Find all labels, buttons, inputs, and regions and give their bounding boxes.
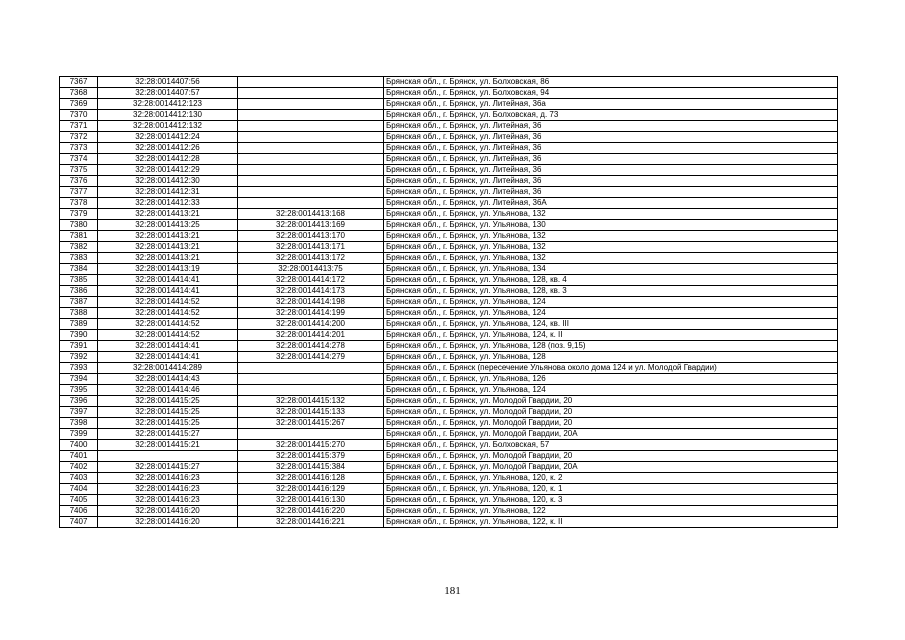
table-row xyxy=(60,286,838,297)
address-cell: Брянская обл., г. Брянск, ул. Ульянова, 130 xyxy=(384,220,838,231)
object-cadastral-number-cell: 32:28:0014414:201 xyxy=(238,330,384,341)
cadastral-number-cell: 32:28:0014413:25 xyxy=(98,220,238,231)
address-cell: Брянская обл., г. Брянск, ул. Ульянова, 124, к. II xyxy=(384,330,838,341)
address-cell: Брянская обл., г. Брянск, ул. Ульянова, 128 (поз. 9,15) xyxy=(384,341,838,352)
address-cell: Брянская обл., г. Брянск, ул. Ульянова, 120, к. 2 xyxy=(384,473,838,484)
address-cell: Брянская обл., г. Брянск, ул. Литейная, 36 xyxy=(384,187,838,198)
address-cell: Брянская обл., г. Брянск, ул. Литейная, 36А xyxy=(384,198,838,209)
row-number-cell: 7389 xyxy=(60,319,98,330)
object-cadastral-number-cell: 32:28:0014415:384 xyxy=(238,462,384,473)
row-number-cell: 7369 xyxy=(60,99,98,110)
object-cadastral-number-cell: 32:28:0014413:171 xyxy=(238,242,384,253)
address-cell: Брянская обл., г. Брянск, ул. Ульянова, 132 xyxy=(384,209,838,220)
cadastral-number-cell: 32:28:0014414:46 xyxy=(98,385,238,396)
object-cadastral-number-cell: 32:28:0014413:169 xyxy=(238,220,384,231)
cadastral-number-cell: 32:28:0014407:57 xyxy=(98,88,238,99)
object-cadastral-number-cell xyxy=(238,363,384,374)
table-row xyxy=(60,154,838,165)
row-number-cell: 7387 xyxy=(60,297,98,308)
cadastral-number-cell: 32:28:0014416:23 xyxy=(98,473,238,484)
table-row xyxy=(60,308,838,319)
row-number-cell: 7376 xyxy=(60,176,98,187)
object-cadastral-number-cell: 32:28:0014416:221 xyxy=(238,517,384,528)
object-cadastral-number-cell xyxy=(238,121,384,132)
address-cell: Брянская обл., г. Брянск (пересечение Ульянова около дома 124 и ул. Молодой Гвардии) xyxy=(384,363,838,374)
table-row xyxy=(60,352,838,363)
row-number-cell: 7377 xyxy=(60,187,98,198)
address-cell: Брянская обл., г. Брянск, ул. Ульянова, 132 xyxy=(384,253,838,264)
address-cell: Брянская обл., г. Брянск, ул. Молодой Гвардии, 20 xyxy=(384,418,838,429)
table-row xyxy=(60,484,838,495)
object-cadastral-number-cell: 32:28:0014416:220 xyxy=(238,506,384,517)
table-row xyxy=(60,99,838,110)
address-cell: Брянская обл., г. Брянск, ул. Молодой Гвардии, 20 xyxy=(384,396,838,407)
table-row xyxy=(60,165,838,176)
object-cadastral-number-cell xyxy=(238,110,384,121)
table-row xyxy=(60,242,838,253)
address-cell: Брянская обл., г. Брянск, ул. Ульянова, 132 xyxy=(384,242,838,253)
registry-table-body xyxy=(60,77,838,528)
address-cell: Брянская обл., г. Брянск, ул. Болховская, 57 xyxy=(384,440,838,451)
object-cadastral-number-cell xyxy=(238,374,384,385)
cadastral-number-cell: 32:28:0014413:19 xyxy=(98,264,238,275)
cadastral-number-cell: 32:28:0014414:289 xyxy=(98,363,238,374)
table-row xyxy=(60,121,838,132)
cadastral-number-cell: 32:28:0014407:56 xyxy=(98,77,238,88)
address-cell: Брянская обл., г. Брянск, ул. Ульянова, 124 xyxy=(384,297,838,308)
table-row xyxy=(60,495,838,506)
object-cadastral-number-cell xyxy=(238,198,384,209)
address-cell: Брянская обл., г. Брянск, ул. Литейная, 36 xyxy=(384,121,838,132)
row-number-cell: 7400 xyxy=(60,440,98,451)
cadastral-number-cell: 32:28:0014413:21 xyxy=(98,253,238,264)
address-cell: Брянская обл., г. Брянск, ул. Литейная, 36 xyxy=(384,132,838,143)
object-cadastral-number-cell: 32:28:0014414:199 xyxy=(238,308,384,319)
table-row xyxy=(60,407,838,418)
object-cadastral-number-cell xyxy=(238,176,384,187)
row-number-cell: 7382 xyxy=(60,242,98,253)
object-cadastral-number-cell: 32:28:0014413:75 xyxy=(238,264,384,275)
cadastral-number-cell: 32:28:0014416:20 xyxy=(98,517,238,528)
address-cell: Брянская обл., г. Брянск, ул. Ульянова, 128 xyxy=(384,352,838,363)
cadastral-number-cell: 32:28:0014415:27 xyxy=(98,462,238,473)
cadastral-number-cell: 32:28:0014416:23 xyxy=(98,495,238,506)
object-cadastral-number-cell: 32:28:0014415:270 xyxy=(238,440,384,451)
address-cell: Брянская обл., г. Брянск, ул. Литейная, 36 xyxy=(384,143,838,154)
table-row xyxy=(60,253,838,264)
row-number-cell: 7370 xyxy=(60,110,98,121)
table-row xyxy=(60,176,838,187)
cadastral-number-cell: 32:28:0014413:21 xyxy=(98,209,238,220)
object-cadastral-number-cell: 32:28:0014416:130 xyxy=(238,495,384,506)
object-cadastral-number-cell xyxy=(238,187,384,198)
row-number-cell: 7379 xyxy=(60,209,98,220)
cadastral-number-cell: 32:28:0014414:52 xyxy=(98,319,238,330)
object-cadastral-number-cell xyxy=(238,154,384,165)
table-row xyxy=(60,418,838,429)
cadastral-number-cell: 32:28:0014414:43 xyxy=(98,374,238,385)
table-row xyxy=(60,231,838,242)
row-number-cell: 7385 xyxy=(60,275,98,286)
cadastral-number-cell: 32:28:0014415:25 xyxy=(98,396,238,407)
table-row xyxy=(60,198,838,209)
address-cell: Брянская обл., г. Брянск, ул. Ульянова, 134 xyxy=(384,264,838,275)
table-row xyxy=(60,209,838,220)
cadastral-number-cell xyxy=(98,451,238,462)
cadastral-number-cell: 32:28:0014412:31 xyxy=(98,187,238,198)
row-number-cell: 7407 xyxy=(60,517,98,528)
table-row xyxy=(60,341,838,352)
cadastral-number-cell: 32:28:0014414:52 xyxy=(98,308,238,319)
table-row xyxy=(60,396,838,407)
row-number-cell: 7372 xyxy=(60,132,98,143)
cadastral-number-cell: 32:28:0014412:30 xyxy=(98,176,238,187)
row-number-cell: 7398 xyxy=(60,418,98,429)
address-cell: Брянская обл., г. Брянск, ул. Литейная, 36 xyxy=(384,176,838,187)
object-cadastral-number-cell: 32:28:0014414:198 xyxy=(238,297,384,308)
object-cadastral-number-cell: 32:28:0014414:279 xyxy=(238,352,384,363)
object-cadastral-number-cell: 32:28:0014415:133 xyxy=(238,407,384,418)
row-number-cell: 7394 xyxy=(60,374,98,385)
table-row xyxy=(60,363,838,374)
address-cell: Брянская обл., г. Брянск, ул. Болховская, д. 73 xyxy=(384,110,838,121)
cadastral-number-cell: 32:28:0014415:25 xyxy=(98,418,238,429)
object-cadastral-number-cell: 32:28:0014415:132 xyxy=(238,396,384,407)
cadastral-number-cell: 32:28:0014414:41 xyxy=(98,275,238,286)
row-number-cell: 7393 xyxy=(60,363,98,374)
cadastral-number-cell: 32:28:0014415:21 xyxy=(98,440,238,451)
table-row xyxy=(60,473,838,484)
cadastral-number-cell: 32:28:0014412:33 xyxy=(98,198,238,209)
cadastral-number-cell: 32:28:0014415:25 xyxy=(98,407,238,418)
cadastral-number-cell: 32:28:0014416:20 xyxy=(98,506,238,517)
cadastral-number-cell: 32:28:0014412:28 xyxy=(98,154,238,165)
row-number-cell: 7395 xyxy=(60,385,98,396)
cadastral-number-cell: 32:28:0014414:41 xyxy=(98,341,238,352)
table-row xyxy=(60,330,838,341)
table-row xyxy=(60,297,838,308)
cadastral-number-cell: 32:28:0014414:52 xyxy=(98,297,238,308)
table-row xyxy=(60,132,838,143)
row-number-cell: 7405 xyxy=(60,495,98,506)
row-number-cell: 7403 xyxy=(60,473,98,484)
address-cell: Брянская обл., г. Брянск, ул. Молодой Гвардии, 20 xyxy=(384,407,838,418)
row-number-cell: 7396 xyxy=(60,396,98,407)
table-row xyxy=(60,264,838,275)
table-row xyxy=(60,506,838,517)
cadastral-number-cell: 32:28:0014413:21 xyxy=(98,231,238,242)
object-cadastral-number-cell: 32:28:0014414:278 xyxy=(238,341,384,352)
cadastral-number-cell: 32:28:0014412:132 xyxy=(98,121,238,132)
row-number-cell: 7384 xyxy=(60,264,98,275)
object-cadastral-number-cell: 32:28:0014414:172 xyxy=(238,275,384,286)
address-cell: Брянская обл., г. Брянск, ул. Литейная, 36 xyxy=(384,165,838,176)
row-number-cell: 7404 xyxy=(60,484,98,495)
object-cadastral-number-cell xyxy=(238,385,384,396)
object-cadastral-number-cell xyxy=(238,88,384,99)
object-cadastral-number-cell xyxy=(238,429,384,440)
table-row xyxy=(60,110,838,121)
cadastral-number-cell: 32:28:0014412:24 xyxy=(98,132,238,143)
table-row xyxy=(60,143,838,154)
registry-table xyxy=(59,76,838,528)
object-cadastral-number-cell xyxy=(238,77,384,88)
row-number-cell: 7402 xyxy=(60,462,98,473)
cadastral-number-cell: 32:28:0014412:26 xyxy=(98,143,238,154)
object-cadastral-number-cell xyxy=(238,132,384,143)
table-row xyxy=(60,220,838,231)
address-cell: Брянская обл., г. Брянск, ул. Ульянова, 122 xyxy=(384,506,838,517)
address-cell: Брянская обл., г. Брянск, ул. Молодой Гвардии, 20А xyxy=(384,429,838,440)
row-number-cell: 7399 xyxy=(60,429,98,440)
address-cell: Брянская обл., г. Брянск, ул. Ульянова, 124 xyxy=(384,385,838,396)
object-cadastral-number-cell: 32:28:0014413:168 xyxy=(238,209,384,220)
object-cadastral-number-cell: 32:28:0014415:267 xyxy=(238,418,384,429)
row-number-cell: 7383 xyxy=(60,253,98,264)
table-row xyxy=(60,88,838,99)
cadastral-number-cell: 32:28:0014413:21 xyxy=(98,242,238,253)
object-cadastral-number-cell xyxy=(238,165,384,176)
address-cell: Брянская обл., г. Брянск, ул. Ульянова, 122, к. II xyxy=(384,517,838,528)
table-row xyxy=(60,275,838,286)
object-cadastral-number-cell: 32:28:0014416:128 xyxy=(238,473,384,484)
address-cell: Брянская обл., г. Брянск, ул. Ульянова, 124 xyxy=(384,308,838,319)
address-cell: Брянская обл., г. Брянск, ул. Литейная, 36а xyxy=(384,99,838,110)
address-cell: Брянская обл., г. Брянск, ул. Молодой Гвардии, 20 xyxy=(384,451,838,462)
table-row xyxy=(60,462,838,473)
table-row xyxy=(60,440,838,451)
cadastral-number-cell: 32:28:0014416:23 xyxy=(98,484,238,495)
row-number-cell: 7367 xyxy=(60,77,98,88)
row-number-cell: 7374 xyxy=(60,154,98,165)
table-row xyxy=(60,374,838,385)
table-row xyxy=(60,385,838,396)
page-number: 181 xyxy=(444,585,461,597)
cadastral-number-cell: 32:28:0014415:27 xyxy=(98,429,238,440)
table-row xyxy=(60,429,838,440)
object-cadastral-number-cell: 32:28:0014413:170 xyxy=(238,231,384,242)
object-cadastral-number-cell: 32:28:0014413:172 xyxy=(238,253,384,264)
row-number-cell: 7375 xyxy=(60,165,98,176)
row-number-cell: 7368 xyxy=(60,88,98,99)
address-cell: Брянская обл., г. Брянск, ул. Литейная, 36 xyxy=(384,154,838,165)
object-cadastral-number-cell xyxy=(238,99,384,110)
address-cell: Брянская обл., г. Брянск, ул. Ульянова, 124, кв. III xyxy=(384,319,838,330)
row-number-cell: 7380 xyxy=(60,220,98,231)
row-number-cell: 7392 xyxy=(60,352,98,363)
row-number-cell: 7391 xyxy=(60,341,98,352)
address-cell: Брянская обл., г. Брянск, ул. Молодой Гвардии, 20А xyxy=(384,462,838,473)
object-cadastral-number-cell: 32:28:0014415:379 xyxy=(238,451,384,462)
row-number-cell: 7371 xyxy=(60,121,98,132)
address-cell: Брянская обл., г. Брянск, ул. Болховская, 86 xyxy=(384,77,838,88)
row-number-cell: 7401 xyxy=(60,451,98,462)
table-row xyxy=(60,77,838,88)
row-number-cell: 7388 xyxy=(60,308,98,319)
object-cadastral-number-cell: 32:28:0014416:129 xyxy=(238,484,384,495)
object-cadastral-number-cell xyxy=(238,143,384,154)
cadastral-number-cell: 32:28:0014412:130 xyxy=(98,110,238,121)
address-cell: Брянская обл., г. Брянск, ул. Ульянова, 128, кв. 3 xyxy=(384,286,838,297)
object-cadastral-number-cell: 32:28:0014414:200 xyxy=(238,319,384,330)
table-row xyxy=(60,451,838,462)
row-number-cell: 7386 xyxy=(60,286,98,297)
address-cell: Брянская обл., г. Брянск, ул. Ульянова, 128, кв. 4 xyxy=(384,275,838,286)
address-cell: Брянская обл., г. Брянск, ул. Ульянова, 120, к. 3 xyxy=(384,495,838,506)
address-cell: Брянская обл., г. Брянск, ул. Ульянова, 120, к. 1 xyxy=(384,484,838,495)
row-number-cell: 7390 xyxy=(60,330,98,341)
row-number-cell: 7381 xyxy=(60,231,98,242)
object-cadastral-number-cell: 32:28:0014414:173 xyxy=(238,286,384,297)
address-cell: Брянская обл., г. Брянск, ул. Ульянова, 132 xyxy=(384,231,838,242)
row-number-cell: 7373 xyxy=(60,143,98,154)
cadastral-number-cell: 32:28:0014414:41 xyxy=(98,352,238,363)
row-number-cell: 7378 xyxy=(60,198,98,209)
row-number-cell: 7406 xyxy=(60,506,98,517)
table-row xyxy=(60,517,838,528)
cadastral-number-cell: 32:28:0014414:52 xyxy=(98,330,238,341)
table-row xyxy=(60,319,838,330)
cadastral-number-cell: 32:28:0014414:41 xyxy=(98,286,238,297)
table-row xyxy=(60,187,838,198)
cadastral-number-cell: 32:28:0014412:29 xyxy=(98,165,238,176)
row-number-cell: 7397 xyxy=(60,407,98,418)
address-cell: Брянская обл., г. Брянск, ул. Ульянова, 126 xyxy=(384,374,838,385)
address-cell: Брянская обл., г. Брянск, ул. Болховская, 94 xyxy=(384,88,838,99)
cadastral-number-cell: 32:28:0014412:123 xyxy=(98,99,238,110)
